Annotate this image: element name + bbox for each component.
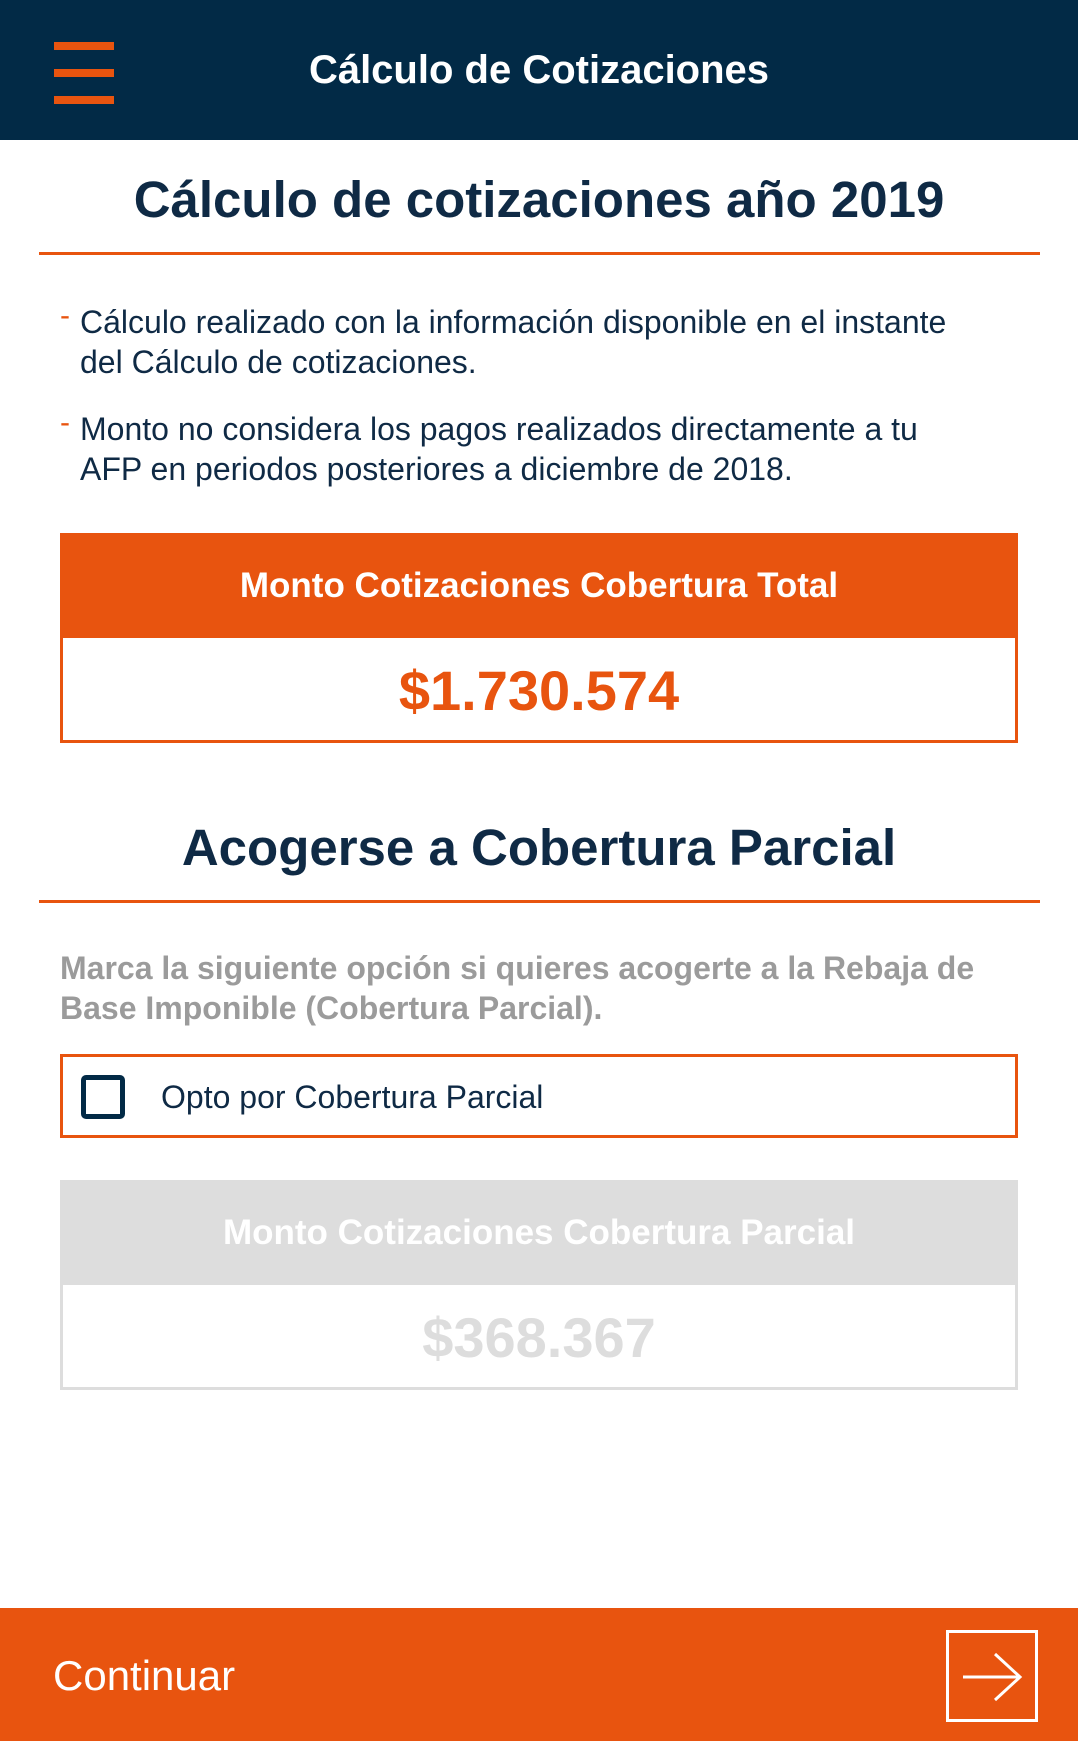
note-text: Monto no considera los pagos realizados directamente a tu AFP en periodos posteriores a diciembre de 2018. xyxy=(80,411,918,487)
arrow-right-icon[interactable] xyxy=(946,1630,1038,1722)
summary-divider xyxy=(39,252,1040,255)
partial-coverage-option-label: Opto por Cobertura Parcial xyxy=(161,1079,544,1115)
partial-divider xyxy=(39,900,1040,903)
app-bar-title: Cálculo de Cotizaciones xyxy=(308,48,770,92)
note-text: Cálculo realizado con la información disponible en el instante del Cálculo de cotizaciones. xyxy=(80,304,947,380)
partial-coverage-option[interactable] xyxy=(60,1054,1018,1138)
partial-coverage-box xyxy=(60,1180,1018,1390)
partial-coverage-checkbox[interactable] xyxy=(81,1075,125,1119)
note-dash: - xyxy=(60,406,70,439)
total-coverage-label: Monto Cotizaciones Cobertura Total xyxy=(60,533,1018,638)
app-bar xyxy=(0,0,1078,140)
partial-coverage-title: Acogerse a Cobertura Parcial xyxy=(181,819,897,876)
continue-button[interactable] xyxy=(0,1608,1078,1741)
continue-label: Continuar xyxy=(53,1652,236,1699)
total-coverage-amount: $1.730.574 xyxy=(60,638,1018,743)
note-dash: - xyxy=(60,299,70,332)
partial-instruction: Marca la siguiente opción si quieres acogerte a la Rebaja de Base Imponible (Cobertura Parcial). xyxy=(60,950,975,1026)
partial-coverage-amount: $368.367 xyxy=(60,1285,1018,1390)
partial-coverage-label: Monto Cotizaciones Cobertura Parcial xyxy=(60,1180,1018,1285)
summary-title: Cálculo de cotizaciones año 2019 xyxy=(133,171,945,228)
total-coverage-box xyxy=(60,533,1018,743)
